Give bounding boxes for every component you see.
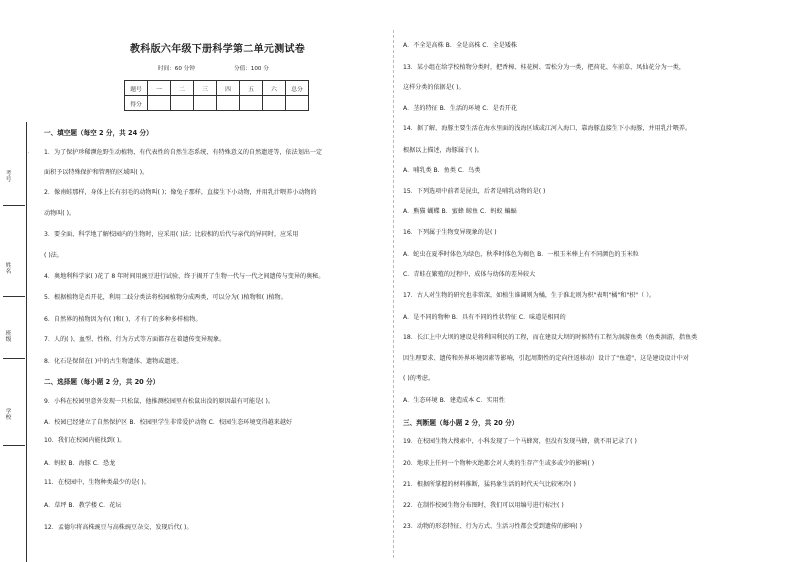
question-line: 22．在制作校园生物分布图时，我们可以用编号进行标注( ) bbox=[403, 502, 564, 509]
question-line: 7．人的( )、血型、性格、行为方式等方面都存在着遗传变异现象。 bbox=[44, 336, 226, 343]
xuexiao-line bbox=[3, 445, 25, 446]
section-heading: 三、判断题（每小题 2 分，共 20 分） bbox=[403, 419, 519, 427]
question-line: 23．动物的形态特征、行为方式、生活习性都会受到遗传的影响( ) bbox=[403, 523, 582, 530]
score-table-cell: 二 bbox=[171, 81, 194, 96]
question-line: 13．某小组在给学校植物分类时，把香樟、桂花树、雪松分为一类，把荷花、车前草、凤仙花分为一类， bbox=[403, 64, 685, 71]
kaohao-label: 考号 bbox=[4, 170, 10, 182]
score-table bbox=[124, 80, 309, 111]
kaohao-line bbox=[3, 205, 25, 206]
score-table-cell: 一 bbox=[148, 81, 171, 96]
xuexiao-label: 学校 bbox=[4, 408, 10, 420]
score-cell-input[interactable] bbox=[171, 96, 194, 111]
binding-dashes: · bbox=[28, 150, 30, 156]
question-line: A．是不同的物种 B．具有不同的性状特征 C．味道是相同的 bbox=[403, 314, 566, 321]
xingming-line bbox=[3, 296, 25, 297]
score-table-cell: 三 bbox=[194, 81, 217, 96]
question-line: 6．自然界的植物因为有( )和( )，才有了的多种多样植物。 bbox=[44, 316, 202, 323]
question-line: 12．孟德尔将高株豌豆与高株豌豆杂交，发现后代( )。 bbox=[44, 524, 193, 531]
score-cell-input[interactable] bbox=[217, 96, 240, 111]
time-label: 时间：60 分钟 bbox=[158, 66, 195, 72]
question-line: 20．地球上任何一个物种灭绝都会对人类的生存产生或多或少的影响( ) bbox=[403, 460, 595, 467]
question-line: 5．根据植物是否开花，利用二歧分类法将校园植物分成两类，可以分为( )植物和( )植物。 bbox=[44, 294, 287, 301]
banji-label: 班级 bbox=[4, 330, 10, 342]
question-line: 面积予以特殊保护和管理的区域叫( )。 bbox=[44, 169, 149, 176]
xingming-label: 姓名 bbox=[4, 262, 10, 274]
score-table-cell: 六 bbox=[263, 81, 286, 96]
question-line: 15．下列选项中前者是昆虫，后者是哺乳动物的是( ) bbox=[403, 188, 546, 195]
question-line: A．蚂蚁 B．海豚 C．恐龙 bbox=[44, 460, 116, 467]
question-line: 因生理要求、遗传和外界环境因素等影响，引起周期性的定向往返移动）设计了"鱼道"，这是建设设计中对 bbox=[403, 355, 689, 362]
score-table-header-row bbox=[125, 81, 309, 96]
question-line: 3．要全面、科学地了解校园内的生物时，应采用( )法；比较相的后代与亲代的异同时，应采用 bbox=[44, 231, 299, 238]
question-line: 9．小科在校园里意外发现一只松鼠，他推测校园里有松鼠出没的原因最有可能是( )。 bbox=[44, 398, 274, 405]
question-line: 14．据了解，海豚主要生活在海水里面的浅海区域或江河入海口，靠海豚直接生下小海豚，并用乳汁喂养。 bbox=[403, 125, 692, 132]
question-line: ( )的考虑。 bbox=[403, 375, 435, 382]
question-line: 16．下列属于生物变异现象的是( ) bbox=[403, 229, 497, 236]
question-line: ( )法。 bbox=[44, 252, 63, 259]
question-line: 19．在校园生物大搜索中，小科发现了一个马蜂窝，但没有发现马蜂，就不用记录了( ) bbox=[403, 438, 637, 445]
score-cell-input[interactable] bbox=[286, 96, 309, 111]
question-line: A．熊猫 蝴蝶 B．蜜蜂 鲸鱼 C．蚂蚁 蝙蝠 bbox=[403, 208, 517, 215]
question-line: 2．像南蛙那样，身体上长有羽毛的动物叫( )；像兔子那样，直接生下小动物，并用乳汁喂养小动物的 bbox=[44, 189, 317, 196]
score-value-label: 分值：100 分 bbox=[234, 66, 269, 72]
column-divider bbox=[393, 30, 394, 558]
section-heading: 一、填空题（每空 2 分，共 24 分） bbox=[44, 129, 153, 137]
question-line: A．哺乳类 B．鱼类 C．鸟类 bbox=[403, 167, 481, 174]
question-line: A．草坪 B．教学楼 C．花坛 bbox=[44, 502, 122, 509]
question-line: 10．我们在校园内能找到( )。 bbox=[44, 437, 126, 444]
question-line: 8．化石是保留在( )中的古生物遗体、遗物或遗迹。 bbox=[44, 358, 183, 365]
question-line: A．生态环境 B．建造成本 C．实用性 bbox=[403, 397, 505, 404]
question-line: A．不全是高株 B．全是高株 C．全是矮株 bbox=[403, 42, 517, 49]
question-line: 17．古人对生物的研究也非常深，如植生谁阔则为橘，生于淮北则为枳"表明"橘"和"枳"（ ）。 bbox=[403, 292, 656, 299]
question-line: A．蛇虫在夏季时体色为绿色，秋季时体色为褐色 B．一根玉米棒上有不同颜色的玉米粒 bbox=[403, 251, 639, 258]
page-title: 教科版六年级下册科学第二单元测试卷 bbox=[130, 44, 306, 55]
banji-line bbox=[3, 358, 25, 359]
question-line: 18．长江上中大坝的建设是将利国利民的工程，而在建设大坝的时候特有工程为洄游鱼类（鱼类洄游，指鱼类 bbox=[403, 334, 698, 341]
score-cell-input[interactable] bbox=[194, 96, 217, 111]
score-table-cell: 五 bbox=[240, 81, 263, 96]
score-table-row-label: 得分 bbox=[125, 96, 148, 111]
binding-line bbox=[26, 122, 27, 562]
score-table-row bbox=[125, 96, 309, 111]
score-table-cell: 题号 bbox=[125, 81, 148, 96]
question-line: 动物叫( )。 bbox=[44, 210, 76, 217]
question-line: C．青蛙在繁殖的过程中，成体与幼体的差异较大 bbox=[403, 271, 536, 278]
score-table-cell: 总分 bbox=[286, 81, 309, 96]
question-line: 21．根据所掌握的材料推断，猛犸象生活的时代天气比较寒冷( ) bbox=[403, 481, 576, 488]
score-cell-input[interactable] bbox=[148, 96, 171, 111]
score-cell-input[interactable] bbox=[263, 96, 286, 111]
question-line: 这样分类的依据是( )。 bbox=[403, 84, 465, 91]
question-line: 根据以上描述，海豚属于( )。 bbox=[403, 147, 483, 154]
question-line: A．校园已经建立了自然保护区 B．校园里学生非常爱护动物 C．校园生态环境变得越来越好 bbox=[44, 419, 293, 426]
score-table-cell: 四 bbox=[217, 81, 240, 96]
question-line: 1．为了保护珍稀濒危野生动植物、有代表性的自然生态系统、有特殊意义的自然遗迹等，依法划出一定 bbox=[44, 149, 323, 156]
score-cell-input[interactable] bbox=[240, 96, 263, 111]
question-line: A．茎的特征 B．生活的环境 C．是否开花 bbox=[403, 105, 517, 112]
question-line: 11．在校园中，生物种类最少的是( )。 bbox=[44, 479, 150, 486]
question-line: 4．奥地利科学家( )花了 8 年时间用豌豆进行试验，终于揭开了生物一代与一代之间遗传与变异的奥秘。 bbox=[44, 273, 325, 280]
section-heading: 二、选择题（每小题 2 分，共 20 分） bbox=[44, 378, 160, 386]
